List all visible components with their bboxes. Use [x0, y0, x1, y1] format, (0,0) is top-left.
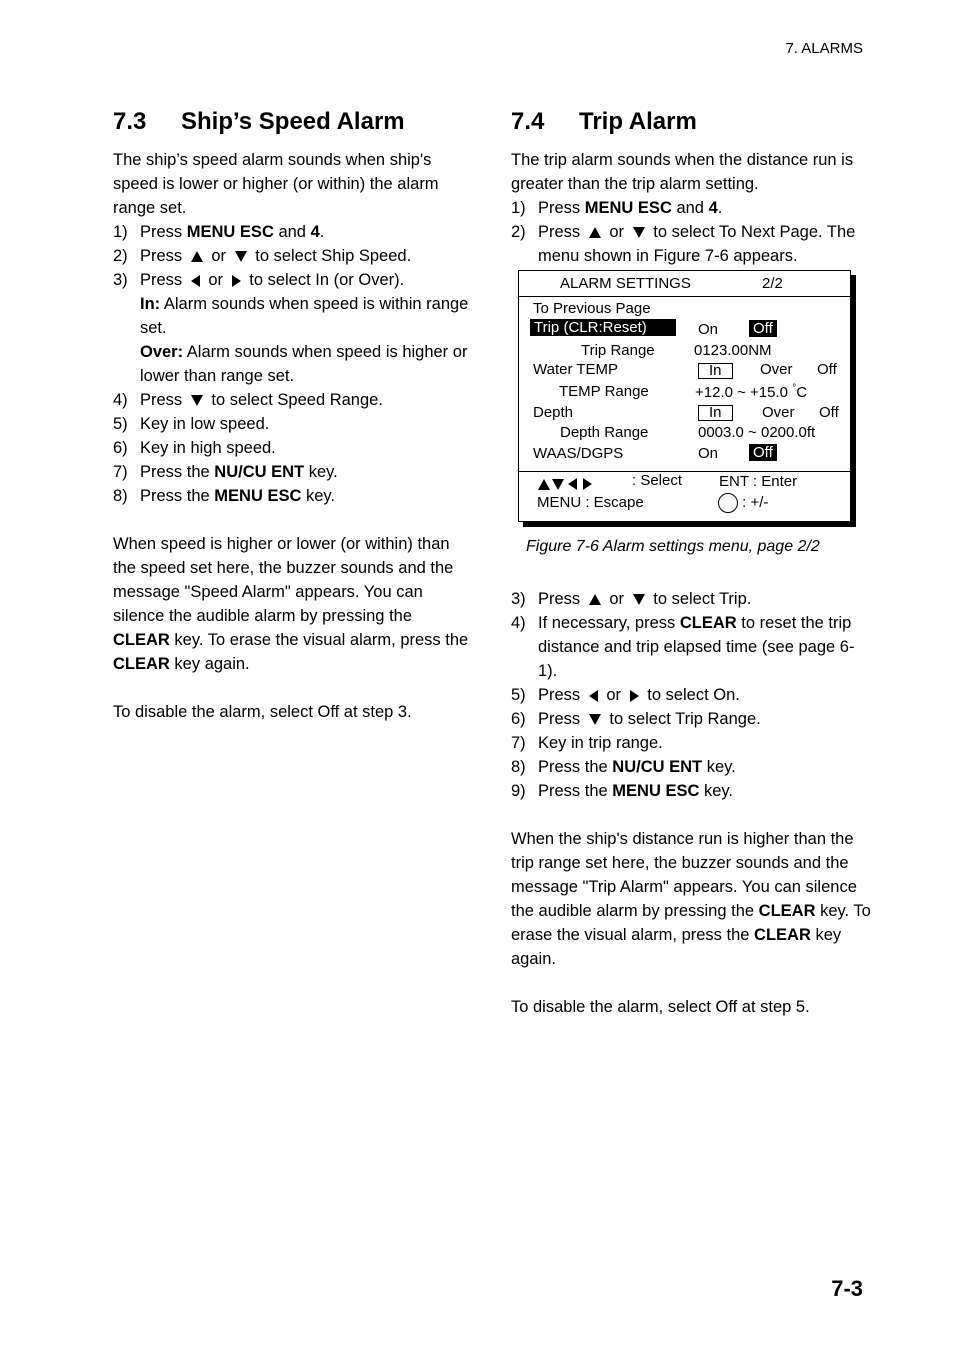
down-arrow-icon	[633, 227, 645, 238]
temp-range-label[interactable]: TEMP Range	[559, 383, 649, 400]
right-arrow-icon	[583, 478, 592, 490]
depth-over-option[interactable]: Over	[762, 404, 795, 421]
rotary-knob-icon	[718, 493, 738, 513]
step: 3) Press or to select Trip.	[511, 590, 752, 608]
up-arrow-icon	[589, 227, 601, 238]
alarm-paragraph: When speed is higher or lower (or within) than the speed set here, the buzzer sounds and the message "Speed Alarm" appears. You can silence the audible alarm by pressing the CLEAR key. To erase the visual alarm, press the CLEAR key again.	[113, 535, 469, 673]
left-arrow-icon	[191, 275, 200, 287]
left-column	[113, 148, 473, 724]
speed-steps	[113, 220, 473, 508]
step: 1) Press MENU ESC and 4.	[511, 199, 723, 217]
down-arrow-icon	[235, 251, 247, 262]
step: 8) Press the MENU ESC key.	[113, 487, 336, 505]
step: 9) Press the MENU ESC key.	[511, 782, 734, 800]
waas-off-option[interactable]: Off	[749, 444, 777, 461]
step: 7) Press the NU/CU ENT key.	[113, 463, 338, 481]
page-number: 7-3	[831, 1276, 863, 1301]
right-arrow-icon	[630, 690, 639, 702]
divider	[519, 296, 850, 297]
section-number: 7.4	[511, 108, 545, 135]
trip-range-value: 0123.00NM	[694, 342, 772, 359]
step: 1) Press MENU ESC and 4.	[113, 223, 325, 241]
divider	[519, 471, 850, 472]
step: 5) Key in low speed.	[113, 415, 270, 433]
water-temp-over-option[interactable]: Over	[760, 361, 793, 378]
step: 6) Press to select Trip Range.	[511, 710, 761, 728]
step: 6) Key in high speed.	[113, 439, 276, 457]
menu-title: ALARM SETTINGS	[560, 275, 691, 292]
intro-paragraph: The trip alarm sounds when the distance run is greater than the trip alarm setting.	[511, 151, 854, 193]
trip-off-option[interactable]: Off	[749, 320, 777, 337]
menu-item-waas-dgps[interactable]: WAAS/DGPS	[533, 445, 624, 462]
down-arrow-icon	[191, 395, 203, 406]
select-legend: : Select	[632, 472, 683, 489]
trip-range-label[interactable]: Trip Range	[581, 342, 655, 359]
escape-legend: MENU : Escape	[537, 494, 644, 511]
step: 8) Press the NU/CU ENT key.	[511, 758, 736, 776]
temp-range-value: +12.0 ~ +15.0 °C	[695, 383, 808, 401]
step: 4) If necessary, press CLEAR to reset the trip distance and trip elapsed time (see page 6-1).	[511, 614, 855, 680]
right-arrow-icon	[232, 275, 241, 287]
up-arrow-icon	[589, 594, 601, 605]
disable-paragraph: To disable the alarm, select Off at step 5.	[511, 998, 810, 1016]
down-arrow-icon	[589, 714, 601, 725]
down-arrow-icon	[552, 479, 564, 490]
depth-range-value: 0003.0 ~ 0200.0ft	[698, 424, 816, 441]
left-arrow-icon	[568, 478, 577, 490]
right-column-bottom	[511, 587, 871, 1019]
step: 3) Press or to select In (or Over). In: Alarm sounds when speed is within range set. Over: Alarm sounds when speed is higher or lower than range set.	[113, 271, 469, 385]
right-column-top	[511, 148, 871, 268]
depth-range-label[interactable]: Depth Range	[560, 424, 649, 441]
water-temp-in-option[interactable]: In	[698, 363, 733, 379]
up-arrow-icon	[191, 251, 203, 262]
step: 5) Press or to select On.	[511, 686, 740, 704]
down-arrow-icon	[633, 594, 645, 605]
step: 7) Key in trip range.	[511, 734, 663, 752]
knob-legend: : +/-	[718, 493, 768, 513]
menu-item-depth[interactable]: Depth	[533, 404, 574, 421]
disable-paragraph: To disable the alarm, select Off at step 3.	[113, 703, 412, 721]
menu-item-previous-page[interactable]: To Previous Page	[533, 300, 651, 317]
up-arrow-icon	[538, 479, 550, 490]
step: 4) Press to select Speed Range.	[113, 391, 383, 409]
step: 2) Press or to select To Next Page. The menu shown in Figure 7-6 appears.	[511, 223, 856, 265]
water-temp-off-option[interactable]: Off	[817, 361, 837, 378]
running-header: 7. ALARMS	[785, 40, 863, 57]
menu-page: 2/2	[762, 275, 783, 292]
trip-steps-b	[511, 587, 871, 803]
step: 2) Press or to select Ship Speed.	[113, 247, 412, 265]
section-heading-7-4	[511, 108, 697, 136]
section-title: Ship’s Speed Alarm	[181, 108, 405, 135]
section-number: 7.3	[113, 108, 147, 135]
section-heading-7-3	[113, 108, 405, 136]
left-arrow-icon	[589, 690, 598, 702]
alarm-paragraph: When the ship's distance run is higher than the trip range set here, the buzzer sounds and the message "Trip Alarm" appears. You can silence the audible alarm by pressing the CLEAR key. To erase the visual alarm, press the CLEAR key again.	[511, 830, 871, 968]
depth-off-option[interactable]: Off	[819, 404, 839, 421]
trip-on-option[interactable]: On	[698, 321, 719, 338]
trip-steps-a	[511, 196, 871, 268]
figure-caption: Figure 7-6 Alarm settings menu, page 2/2	[526, 538, 820, 555]
section-title: Trip Alarm	[579, 108, 697, 135]
depth-in-option[interactable]: In	[698, 405, 733, 421]
waas-on-option[interactable]: On	[698, 445, 719, 462]
arrow-keys-legend	[537, 475, 595, 492]
menu-item-water-temp[interactable]: Water TEMP	[533, 361, 619, 378]
alarm-settings-menu	[518, 270, 851, 522]
intro-paragraph: The ship’s speed alarm sounds when ship's speed is lower or higher (or within) the alarm range set.	[113, 151, 439, 217]
enter-legend: ENT : Enter	[719, 473, 798, 490]
menu-item-trip[interactable]: Trip (CLR:Reset)	[530, 319, 676, 336]
